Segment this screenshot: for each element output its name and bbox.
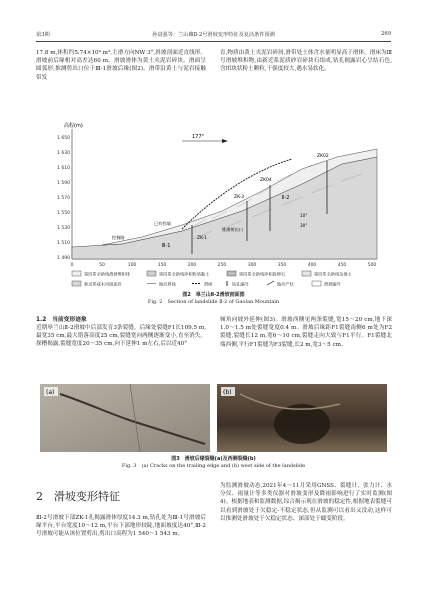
legend-swatch <box>312 281 321 286</box>
legend-swatch <box>147 271 156 276</box>
figure-3-caption <box>36 456 391 471</box>
legend-item: 第四系全新统滑坡堆积体 <box>84 271 131 277</box>
arrow-head-icon <box>222 139 228 143</box>
y-axis-title: 高程(m) <box>64 123 83 129</box>
x-tick: 150 <box>157 263 167 268</box>
x-tick: 100 <box>127 263 137 268</box>
photo-label-a: (a) <box>46 389 55 396</box>
section-1-2-right-text: 倾角向坡外延伸(图3)。滑坡西侧见两条裂缝,宽15～20 cm,地下深1.0～1.5 m处裂缝宽度0.4 m。滑坡后缘距F1裂缝南侧6 m处为F2裂缝,裂缝长12 m,宽6～10 cm,裂缝走向大致与F1平行。F1裂缝北端西侧,平行F1裂缝为F3裂缝,长2 m,宽3～5 cm。 <box>220 317 392 348</box>
photo-label-b: (b) <box>223 389 232 396</box>
section-2-left-text: Ⅲ-2号滑坡下部ZK-1孔揭露滑体厚度14.3 m,钻孔处为Ⅲ-1号滑坡后缘平台,平台宽度10～12 m,平台下部地形较陡,地面坡度达40°,Ⅲ-2号滑坡可能从该位置剪出,剪出口高程为1 540～1 543 m。 <box>36 515 206 538</box>
legend-item: 滑坡编号 <box>324 281 341 287</box>
legend-swatch <box>72 281 81 286</box>
dip-label: 10° <box>300 213 308 218</box>
legend-item: 地层产状 <box>277 281 294 287</box>
figure-2-caption-cn: 图2 皋兰山Ⅱ-2滑坡剖面图 <box>182 292 245 298</box>
figure-2-caption-en: Fig. 2 Section of landslide Ⅱ-2 of Gaolan Mountain <box>147 299 280 306</box>
section-2-right-text: 为监测滑坡动态,2021年4～11月采用GNSS、裂缝计、张力计、水分仪、雨量计等多类仪器对滑坡变形及降雨影响进行了实时监测(图4)。根据地表和监测数据,综合揭示现在滑坡的稳定性,根据地表裂缝可以看到滑坡处于欠稳定-不稳定状态,但从监测可以看出又没动,这样可以推测处滑坡处于欠稳定状态、深部处于蠕变阶段。 <box>220 483 392 522</box>
figure-2-caption <box>36 292 391 307</box>
x-tick: 450 <box>337 263 347 268</box>
x-tick: 500 <box>367 263 377 268</box>
y-tick: 1 550 <box>57 211 70 216</box>
y-tick: 1 630 <box>57 151 70 156</box>
legend-swatch <box>227 271 236 276</box>
section-1-2-left-text: 近期皋兰山Ⅱ-2滑坡中后部发育3条裂缝。后缘处裂缝F1长109.5 m,最宽35 cm,最大错落高度25 cm,裂缝宽向两侧逐渐变小,直至消失。探槽揭露,裂缝宽度20～35 cm,向下延伸1 m左右,后以近40° <box>36 325 206 348</box>
y-tick: 1 590 <box>57 181 70 186</box>
label-zk04: ZK04 <box>260 178 272 183</box>
label-landslide-ii2: Ⅱ-2 <box>282 195 290 201</box>
x-tick: 200 <box>187 263 197 268</box>
y-tick: 1 510 <box>57 241 70 246</box>
legend-item: 钻孔编号 <box>232 281 249 287</box>
direction-label: 177° <box>192 134 205 140</box>
x-tick: 400 <box>307 263 317 268</box>
label-zk01: ZK-1 <box>197 236 208 241</box>
intro-right-text: 育,物质由黄土夹泥岩碎屑,滑带处土体含水量明显高于滑体。滑床为Ⅲ号滑坡堆积物,由新近系泥质砂岩碎块石组成,钻孔揭露岩心呈结石色,含团块状粉土颗粒,干强度较大,遇水易软化。 <box>220 50 392 73</box>
y-tick: 1 570 <box>57 196 70 201</box>
label-road: 挖掘路 <box>112 235 125 240</box>
legend-item: 地层界线 <box>159 281 176 287</box>
y-tick: 1 610 <box>57 166 70 171</box>
intro-left-text: 17.8 m,体积约5.74×10⁴ m³,主滑方向NW 3°,斜坡剖面近直线形。滑坡前后缘相对高差达60 m。滑坡滑体为黄土夹泥岩碎块。滑面呈圆弧形,推测剪出口位于Ⅲ-1滑坡后缘(图2)。滑带沿黄土与泥岩接触带发 <box>36 50 206 81</box>
legend-item: 第四系全新统冲积砾卵石 <box>239 271 286 277</box>
figure-3-caption-cn: 图3 滑坡后缘裂缝(a)及西侧裂缝(b) <box>171 456 256 462</box>
label-zk03: ZK-3 <box>234 195 245 200</box>
header-rule <box>36 41 391 42</box>
figure-3-photos <box>40 384 387 452</box>
legend-swatch <box>302 271 311 276</box>
section-1-2-heading: 1.2 当前变形迹象 <box>36 317 87 323</box>
label-landslide-iii1: Ⅲ-1 <box>162 243 171 249</box>
dip-label: 30° <box>300 223 308 228</box>
x-tick: 350 <box>277 263 287 268</box>
figure-3-caption-en: Fig. 3 (a) Cracks on the trailing edge and (b) west side of the landslide <box>121 463 306 470</box>
y-tick: 1 530 <box>57 226 70 231</box>
legend <box>72 271 352 288</box>
crack-pit-b <box>274 404 330 444</box>
section-2-heading: 2 滑坡变形特征 <box>36 490 120 503</box>
issue-number: 第3期 <box>36 32 50 38</box>
legend-item: 第四系全新统杂填土 <box>314 271 352 277</box>
figure-2-section-profile <box>42 119 387 304</box>
running-header <box>36 31 391 41</box>
legend-item: 滑面 <box>204 281 213 287</box>
legend-item: 第四系全新统冲积粉质黏土 <box>159 271 210 277</box>
x-tick: 250 <box>217 263 227 268</box>
y-tick: 1 650 <box>57 136 70 141</box>
label-zk02: ZK02 <box>317 154 329 159</box>
y-tick: 1 490 <box>57 256 70 261</box>
legend-item: 新近系咸水河组泥岩 <box>84 281 122 287</box>
running-title: 孙富强等：兰山藏Ⅱ-2号滑坡变形特征及复活条件预测 <box>152 32 275 38</box>
x-tick: 0 <box>70 263 74 268</box>
legend-swatch <box>72 271 81 276</box>
legend-swatch <box>267 281 274 285</box>
x-tick: 50 <box>99 263 105 268</box>
label-push-exit: 推测剪出口 <box>222 227 243 232</box>
page-number: 269 <box>381 31 391 37</box>
label-old-wall: 已有挡墙 <box>154 221 171 226</box>
x-tick: 300 <box>247 263 257 268</box>
